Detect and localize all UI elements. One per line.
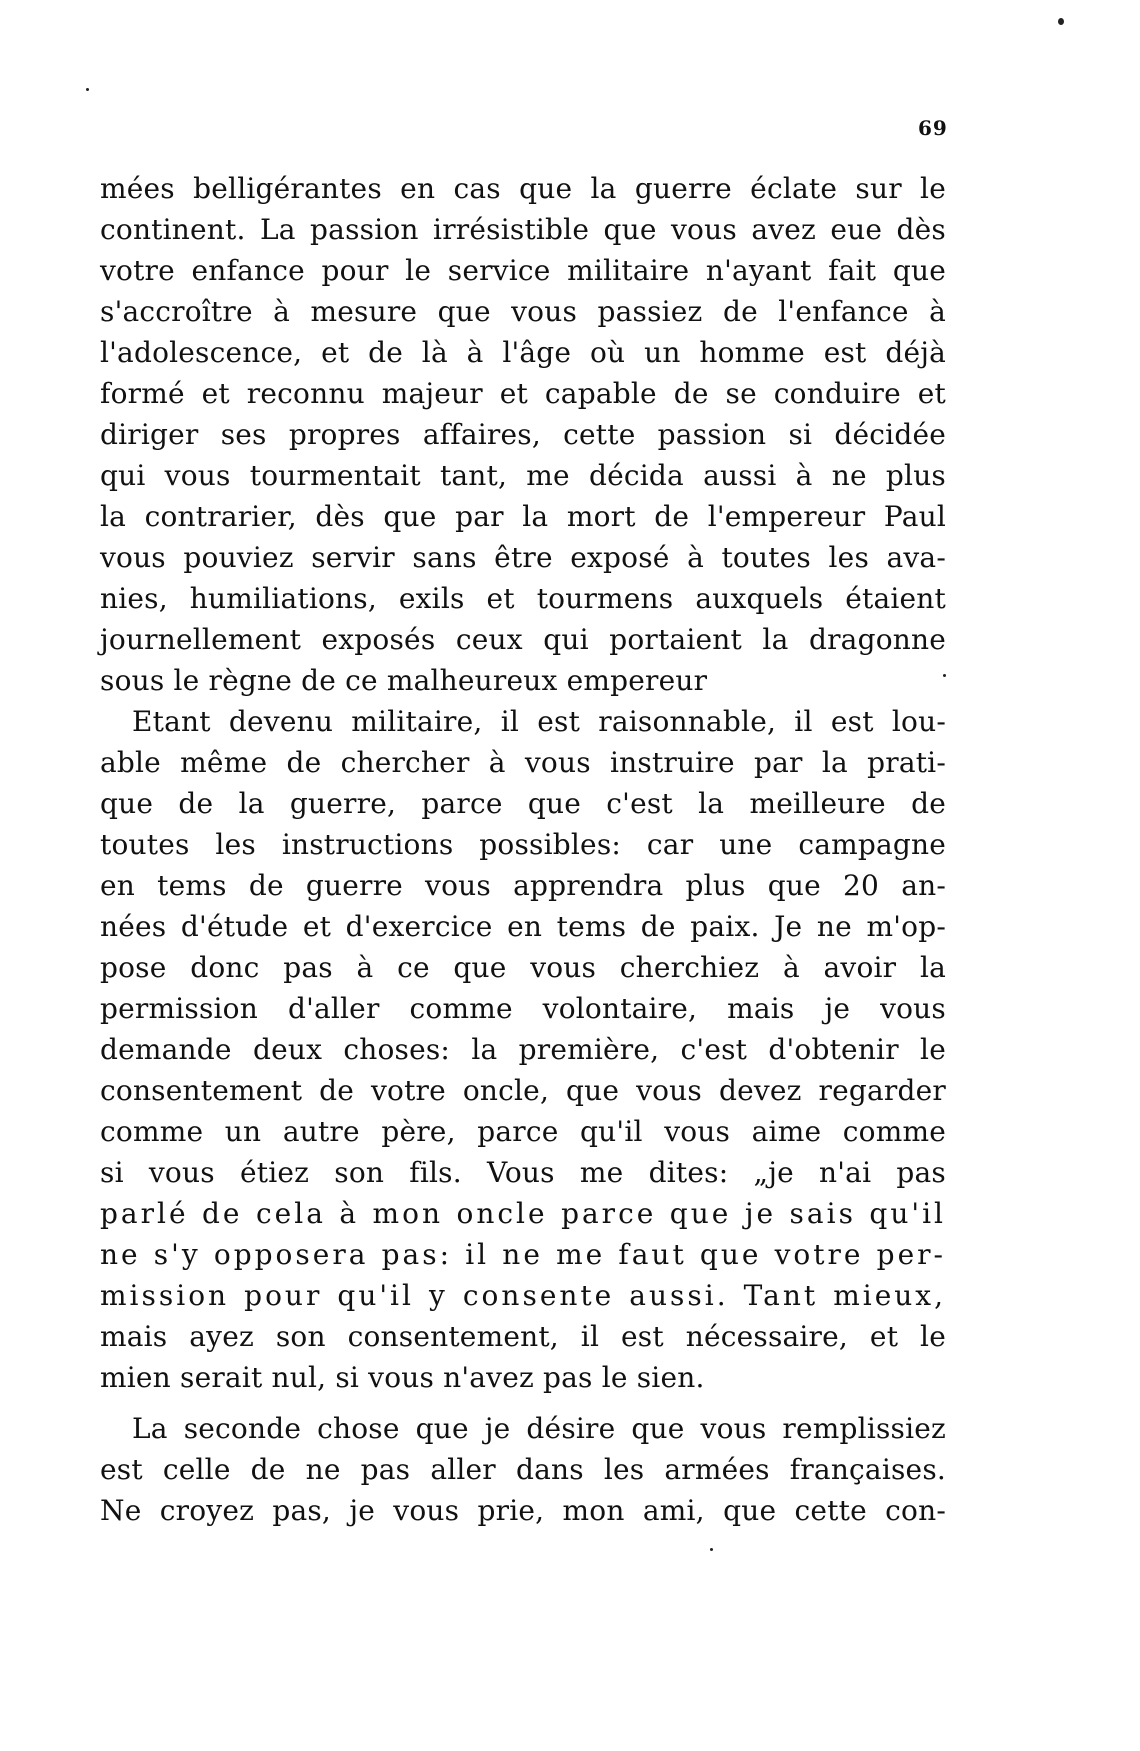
text-line: continent. La passion irrésistible que vous avez eue dès [100, 213, 946, 246]
text-line: s'accroître à mesure que vous passiez de l'enfance à [100, 295, 946, 328]
text-line: permission d'aller comme volontaire, mais je vous [100, 992, 946, 1025]
text-line: mais ayez son consentement, il est nécessaire, et le [100, 1320, 946, 1353]
text-line: mien serait nul, si vous n'avez pas le sien. [100, 1361, 705, 1394]
paragraph-gap [100, 1398, 946, 1408]
text-line: able même de chercher à vous instruire par la prati- [100, 746, 946, 779]
text-line: votre enfance pour le service militaire n'ayant fait que [100, 254, 946, 287]
text-line: Etant devenu militaire, il est raisonnable, il est lou- [132, 705, 946, 738]
text-line: nies, humiliations, exils et tourmens auxquels étaient [100, 582, 946, 615]
text-line: vous pouviez servir sans être exposé à toutes les ava- [100, 541, 946, 574]
text-line: toutes les instructions possibles: car une campagne [100, 828, 946, 861]
text-line: nées d'étude et d'exercice en tems de paix. Je ne m'op- [100, 910, 946, 943]
text-line: mées belligérantes en cas que la guerre éclate sur le [100, 172, 946, 205]
text-line: pose donc pas à ce que vous cherchiez à avoir la [100, 951, 946, 984]
text-line: sous le règne de ce malheureux empereur [100, 664, 708, 697]
text-line: parlé de cela à mon oncle parce que je sais qu'il [100, 1197, 946, 1230]
print-speck [86, 88, 89, 91]
text-line: diriger ses propres affaires, cette passion si décidée [100, 418, 946, 451]
body-text [100, 168, 946, 1531]
text-line: ne s'y opposera pas: il ne me faut que votre per- [100, 1238, 946, 1271]
paragraph [100, 701, 946, 1398]
text-line: la contrarier, dès que par la mort de l'empereur Paul [100, 500, 946, 533]
paragraph [100, 168, 946, 701]
text-line: mission pour qu'il y consente aussi. Tant mieux, [100, 1279, 946, 1312]
paragraph [100, 1408, 946, 1531]
text-line: l'adolescence, et de là à l'âge où un homme est déjà [100, 336, 946, 369]
print-speck [710, 1548, 713, 1551]
text-line: est celle de ne pas aller dans les armées françaises. [100, 1453, 946, 1486]
page-number: 69 [918, 116, 948, 140]
print-speck [1058, 18, 1064, 25]
text-line: demande deux choses: la première, c'est d'obtenir le [100, 1033, 946, 1066]
text-line: Ne croyez pas, je vous prie, mon ami, que cette con- [100, 1494, 946, 1527]
text-line: consentement de votre oncle, que vous devez regarder [100, 1074, 946, 1107]
text-line: formé et reconnu majeur et capable de se conduire et [100, 377, 946, 410]
text-line: journellement exposés ceux qui portaient la dragonne [100, 623, 946, 656]
text-line: si vous étiez son fils. Vous me dites: „je n'ai pas [100, 1156, 946, 1189]
text-line: qui vous tourmentait tant, me décida aussi à ne plus [100, 459, 946, 492]
text-line: La seconde chose que je désire que vous remplissiez [132, 1412, 946, 1445]
text-line: comme un autre père, parce qu'il vous aime comme [100, 1115, 946, 1148]
text-line: que de la guerre, parce que c'est la meilleure de [100, 787, 946, 820]
text-line: en tems de guerre vous apprendra plus que 20 an- [100, 869, 946, 902]
